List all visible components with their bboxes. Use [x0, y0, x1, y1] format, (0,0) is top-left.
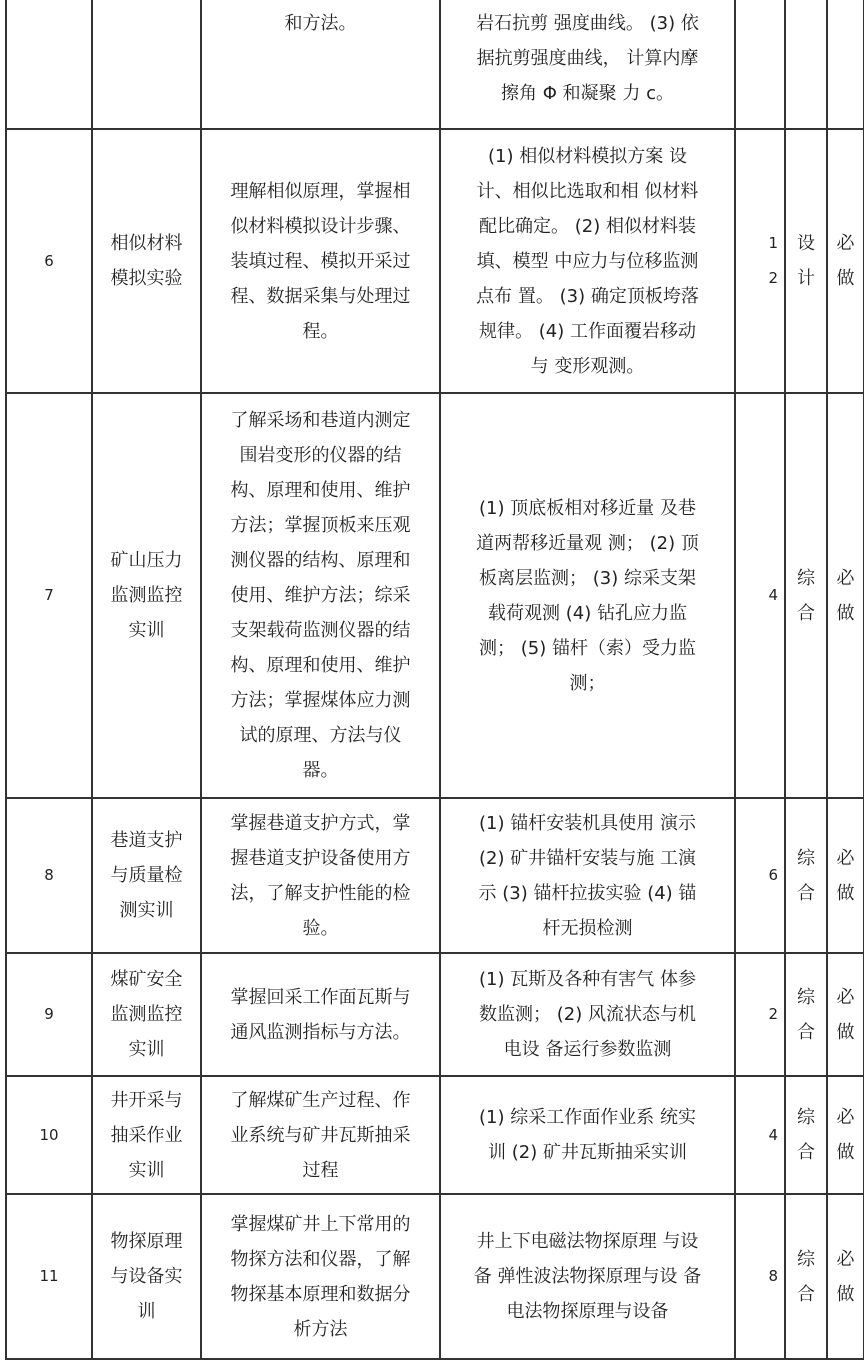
hours-cell	[735, 0, 785, 129]
requirement-cell	[827, 0, 864, 129]
requirement-cell: 必 做	[827, 393, 864, 798]
experiment-name-cell	[92, 0, 201, 129]
experiment-table	[5, 0, 864, 1360]
experiment-type-cell: 综 合	[785, 1076, 827, 1194]
table-row	[6, 798, 864, 953]
table-row	[6, 0, 864, 129]
experiment-content-cell: (1) 综采工作面作业系 统实 训 (2) 矿井瓦斯抽采实训	[440, 1076, 735, 1194]
experiment-goal-cell: 了解采场和巷道内测定 围岩变形的仪器的结 构、原理和使用、维护 方法；掌握顶板来压观 测仪器的结构、原理和 使用、维护方法；综采 支架载荷监测仪器的结 构、原理和使用、维护 方法；掌握煤体应力测 试的原理、方法与仪 器。	[201, 393, 440, 798]
experiment-type-cell: 综 合	[785, 798, 827, 953]
experiment-type-cell: 综 合	[785, 393, 827, 798]
experiment-type-cell: 设 计	[785, 129, 827, 393]
table-row	[6, 393, 864, 798]
experiment-goal-cell: 了解煤矿生产过程、作 业系统与矿井瓦斯抽采 过程	[201, 1076, 440, 1194]
hours-cell: 4	[735, 393, 785, 798]
row-number-cell: 8	[6, 798, 92, 953]
experiment-type-cell: 综 合	[785, 1194, 827, 1359]
experiment-goal-cell: 和方法。	[201, 0, 440, 129]
requirement-cell: 必 做	[827, 129, 864, 393]
experiment-goal-cell: 理解相似原理，掌握相 似材料模拟设计步骤、 装填过程、模拟开采过 程、数据采集与处理过 程。	[201, 129, 440, 393]
hours-cell: 8	[735, 1194, 785, 1359]
row-number-cell: 11	[6, 1194, 92, 1359]
hours-cell: 4	[735, 1076, 785, 1194]
hours-cell: 2	[735, 953, 785, 1076]
row-number-cell: 10	[6, 1076, 92, 1194]
table-row	[6, 1194, 864, 1359]
requirement-cell: 必 做	[827, 798, 864, 953]
experiment-name-cell: 物探原理 与设备实 训	[92, 1194, 201, 1359]
hours-cell: 1 2	[735, 129, 785, 393]
experiment-content-cell: 岩石抗剪 强度曲线。 (3) 依 据抗剪强度曲线， 计算内摩 擦角 Φ 和凝聚 力 c。	[440, 0, 735, 129]
experiment-goal-cell: 掌握回采工作面瓦斯与 通风监测指标与方法。	[201, 953, 440, 1076]
experiment-name-cell: 井开采与 抽采作业 实训	[92, 1076, 201, 1194]
experiment-content-cell: 井上下电磁法物探原理 与设 备 弹性波法物探原理与设 备 电法物探原理与设备	[440, 1194, 735, 1359]
row-number-cell	[6, 0, 92, 129]
experiment-name-cell: 巷道支护 与质量检 测实训	[92, 798, 201, 953]
row-number-cell: 7	[6, 393, 92, 798]
row-number-cell: 6	[6, 129, 92, 393]
experiment-name-cell: 相似材料 模拟实验	[92, 129, 201, 393]
requirement-cell: 必 做	[827, 1076, 864, 1194]
experiment-content-cell: (1) 相似材料模拟方案 设 计、相似比选取和相 似材料 配比确定。 (2) 相似材料装 填、模型 中应力与位移监测 点布 置。 (3) 确定顶板垮落 规律。 (4) 工作面覆岩移动 与 变形观测。	[440, 129, 735, 393]
experiment-content-cell: (1) 锚杆安装机具使用 演示 (2) 矿井锚杆安装与施 工演 示 (3) 锚杆拉拔实验 (4) 锚 杆无损检测	[440, 798, 735, 953]
experiment-content-cell: (1) 瓦斯及各种有害气 体参 数监测； (2) 风流状态与机 电设 备运行参数监测	[440, 953, 735, 1076]
table-row	[6, 953, 864, 1076]
experiment-type-cell	[785, 0, 827, 129]
experiment-goal-cell: 掌握煤矿井上下常用的 物探方法和仪器，了解 物探基本原理和数据分 析方法	[201, 1194, 440, 1359]
experiment-type-cell: 综 合	[785, 953, 827, 1076]
hours-cell: 6	[735, 798, 785, 953]
experiment-name-cell: 煤矿安全 监测监控 实训	[92, 953, 201, 1076]
experiment-name-cell: 矿山压力 监测监控 实训	[92, 393, 201, 798]
requirement-cell: 必 做	[827, 1194, 864, 1359]
experiment-content-cell: (1) 顶底板相对移近量 及巷 道两帮移近量观 测； (2) 顶 板离层监测； (3) 综采支架 载荷观测 (4) 钻孔应力监 测； (5) 锚杆（索）受力监 测；	[440, 393, 735, 798]
table-row	[6, 129, 864, 393]
table-row	[6, 1076, 864, 1194]
row-number-cell: 9	[6, 953, 92, 1076]
experiment-goal-cell: 掌握巷道支护方式，掌 握巷道支护设备使用方 法，了解支护性能的检 验。	[201, 798, 440, 953]
requirement-cell: 必 做	[827, 953, 864, 1076]
